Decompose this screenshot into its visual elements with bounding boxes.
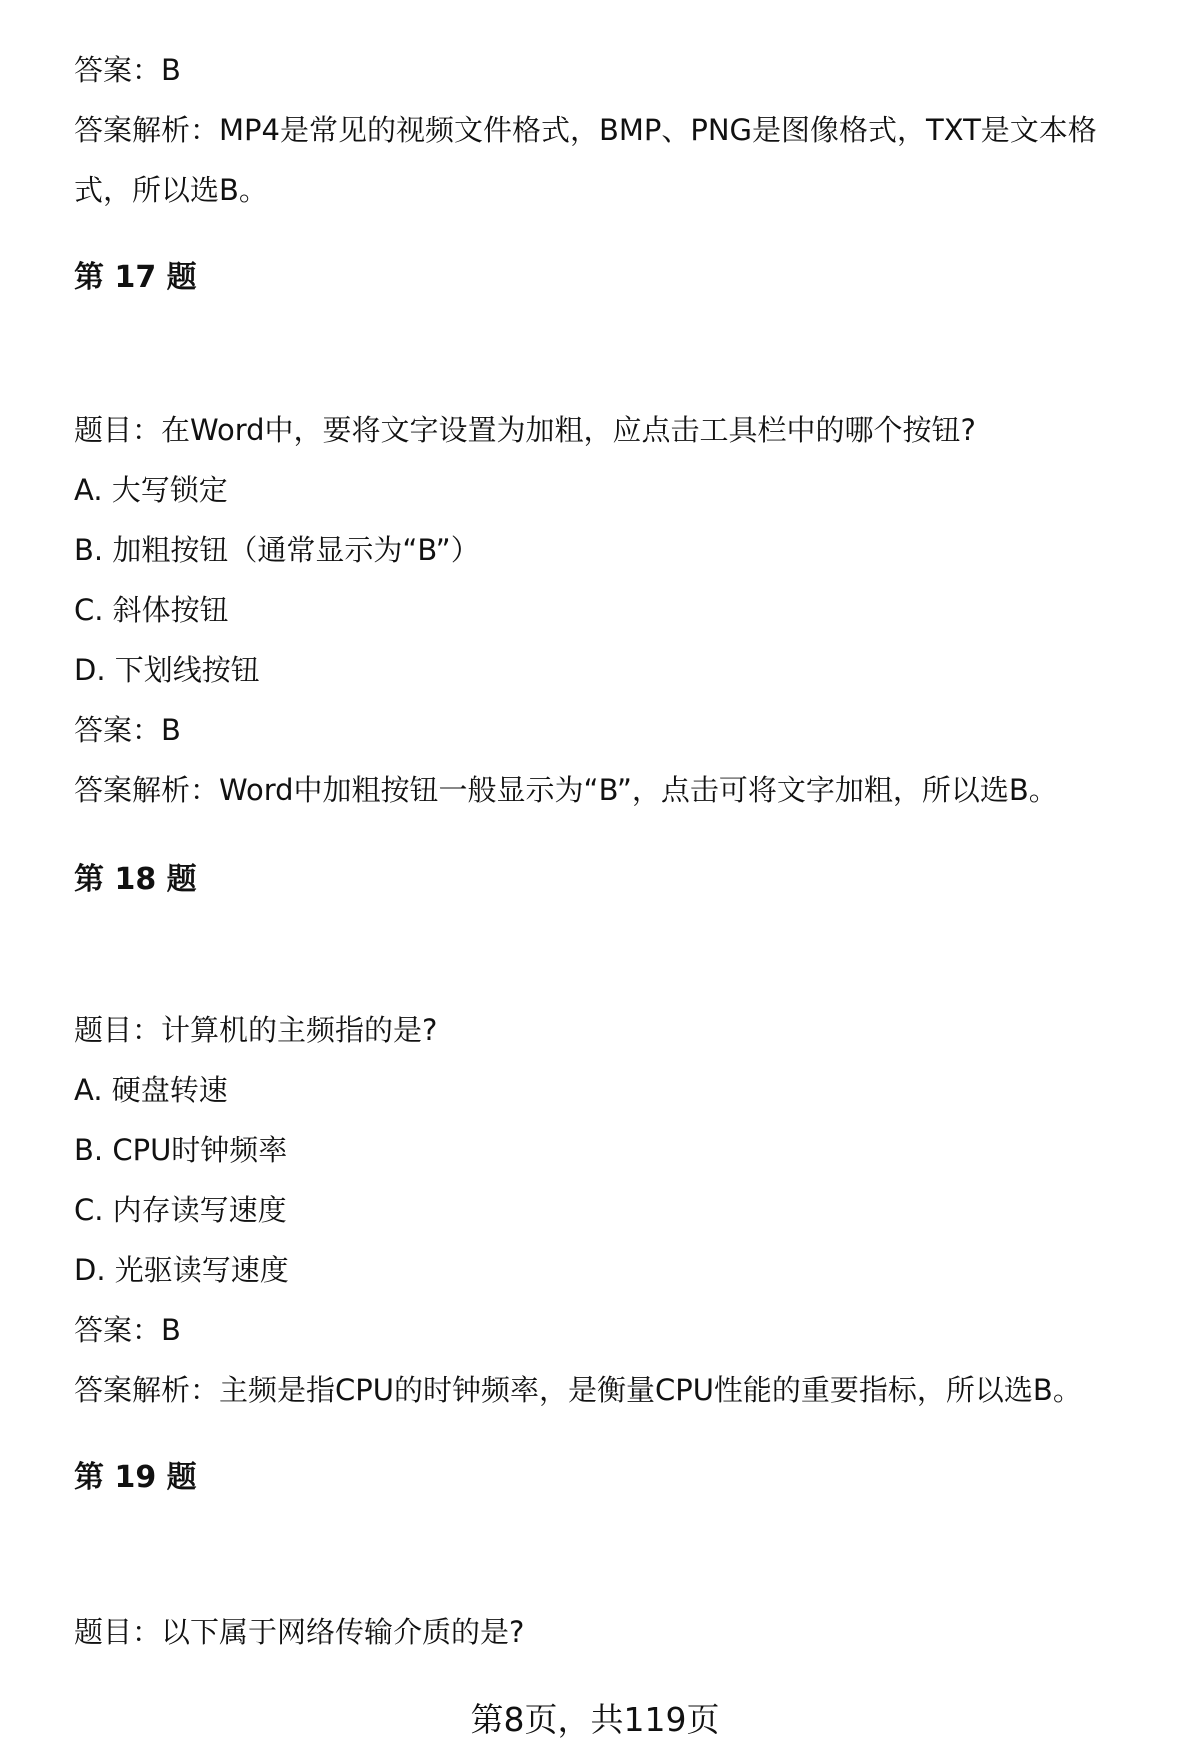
q18-option-a: A. 硬盘转速 [74,1073,228,1107]
q16-analysis-line-2: 式，所以选B。 [74,173,268,207]
q16-analysis-line-1: 答案解析：MP4是常见的视频文件格式，BMP、PNG是图像格式，TXT是文本格 [74,113,1097,147]
q18-option-c: C. 内存读写速度 [74,1193,287,1227]
q18-analysis: 答案解析：主频是指CPU的时钟频率，是衡量CPU性能的重要指标，所以选B。 [74,1373,1082,1407]
q16-answer: 答案：B [74,53,181,87]
q18-heading: 第 18 题 [74,862,197,897]
q17-question: 题目：在Word中，要将文字设置为加粗，应点击工具栏中的哪个按钮? [74,413,976,447]
q17-option-d: D. 下划线按钮 [74,653,260,687]
q18-option-d: D. 光驱读写速度 [74,1253,289,1287]
q17-option-c: C. 斜体按钮 [74,593,229,627]
q17-heading: 第 17 题 [74,260,197,295]
q18-question: 题目：计算机的主频指的是? [74,1013,438,1047]
q17-analysis: 答案解析：Word中加粗按钮一般显示为“B”，点击可将文字加粗，所以选B。 [74,773,1058,807]
q17-answer: 答案：B [74,713,181,747]
q18-option-b: B. CPU时钟频率 [74,1133,288,1167]
q17-option-b: B. 加粗按钮（通常显示为“B”） [74,533,480,567]
q19-heading: 第 19 题 [74,1460,197,1495]
q18-answer: 答案：B [74,1313,181,1347]
q17-option-a: A. 大写锁定 [74,473,228,507]
q19-question: 题目：以下属于网络传输介质的是? [74,1615,525,1649]
page-number-footer: 第8页，共119页 [470,1700,720,1739]
